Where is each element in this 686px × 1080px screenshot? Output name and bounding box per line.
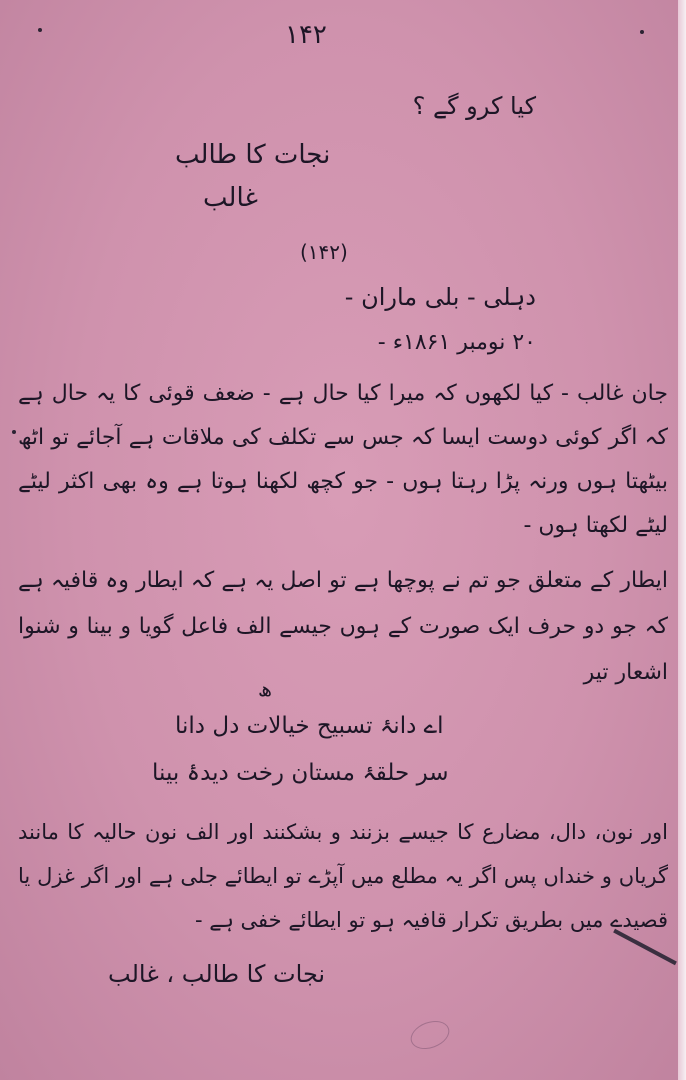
ink-speck bbox=[640, 30, 644, 34]
paragraph-1: جان غالب - کیا لکھوں کہ میرا کیا حال ہے - ضعف قوئی کا یہ حال ہے کہ اگر کوئی دوست ایسا کہ جس سے تکلف کی ملاقات ہے آجائے تو اٹھ بیٹھتا ہوں ورنہ پڑا رہتا ہوں - جو کچھ لکھنا ہوتا ہے وہ بھی اکثر لیٹے لیٹے لکھتا ہوں - bbox=[18, 381, 668, 538]
paragraph-3: اور نون، دال، مضارع کا جیسے بزنند و بشکنند اور الف نون حالیہ کا مانند گریاں و خنداں پس اگر یہ مطلع میں آپڑے تو ایطائے جلی ہے اور اگر غزل یا قصیدے میں بطریق تکرار قافیہ ہو تو ایطائے خفی ہے - bbox=[18, 820, 668, 932]
ink-speck bbox=[12, 430, 16, 434]
closing-signature: نجات کا طالب ، غالب bbox=[108, 960, 326, 988]
faint-stamp bbox=[407, 1016, 453, 1054]
paragraph-2: ایطار کے متعلق جو تم نے پوچھا ہے تو اصل یہ ہے کہ ایطار وہ قافیہ ہے کہ جو دو حرف ایک صورت کے ہوں جیسے الف فاعل گویا و بینا و شنوا اشعار تیر bbox=[18, 568, 668, 685]
letter-number: (۱۴۲) bbox=[300, 240, 348, 264]
verse-line-2: سر حلقۂ مستان رخت دیدۂ بینا bbox=[152, 760, 449, 786]
ink-speck bbox=[38, 28, 42, 32]
signature-line-1: نجات کا طالب bbox=[175, 140, 331, 170]
opening-line: کیا کرو گے ؟ bbox=[412, 92, 536, 120]
verse-line-1: اے دانۂ تسبیح خیالات دل دانا bbox=[175, 713, 444, 739]
verse-number: ھ bbox=[258, 677, 272, 701]
letter-place: دہلی - بلی ماران - bbox=[344, 283, 536, 311]
page-number: ۱۴۲ bbox=[285, 20, 327, 50]
signature-line-2: غالب bbox=[203, 183, 258, 213]
page-edge bbox=[678, 0, 686, 1080]
letter-date: ۲۰ نومبر ۱۸۶۱ء - bbox=[377, 330, 536, 355]
